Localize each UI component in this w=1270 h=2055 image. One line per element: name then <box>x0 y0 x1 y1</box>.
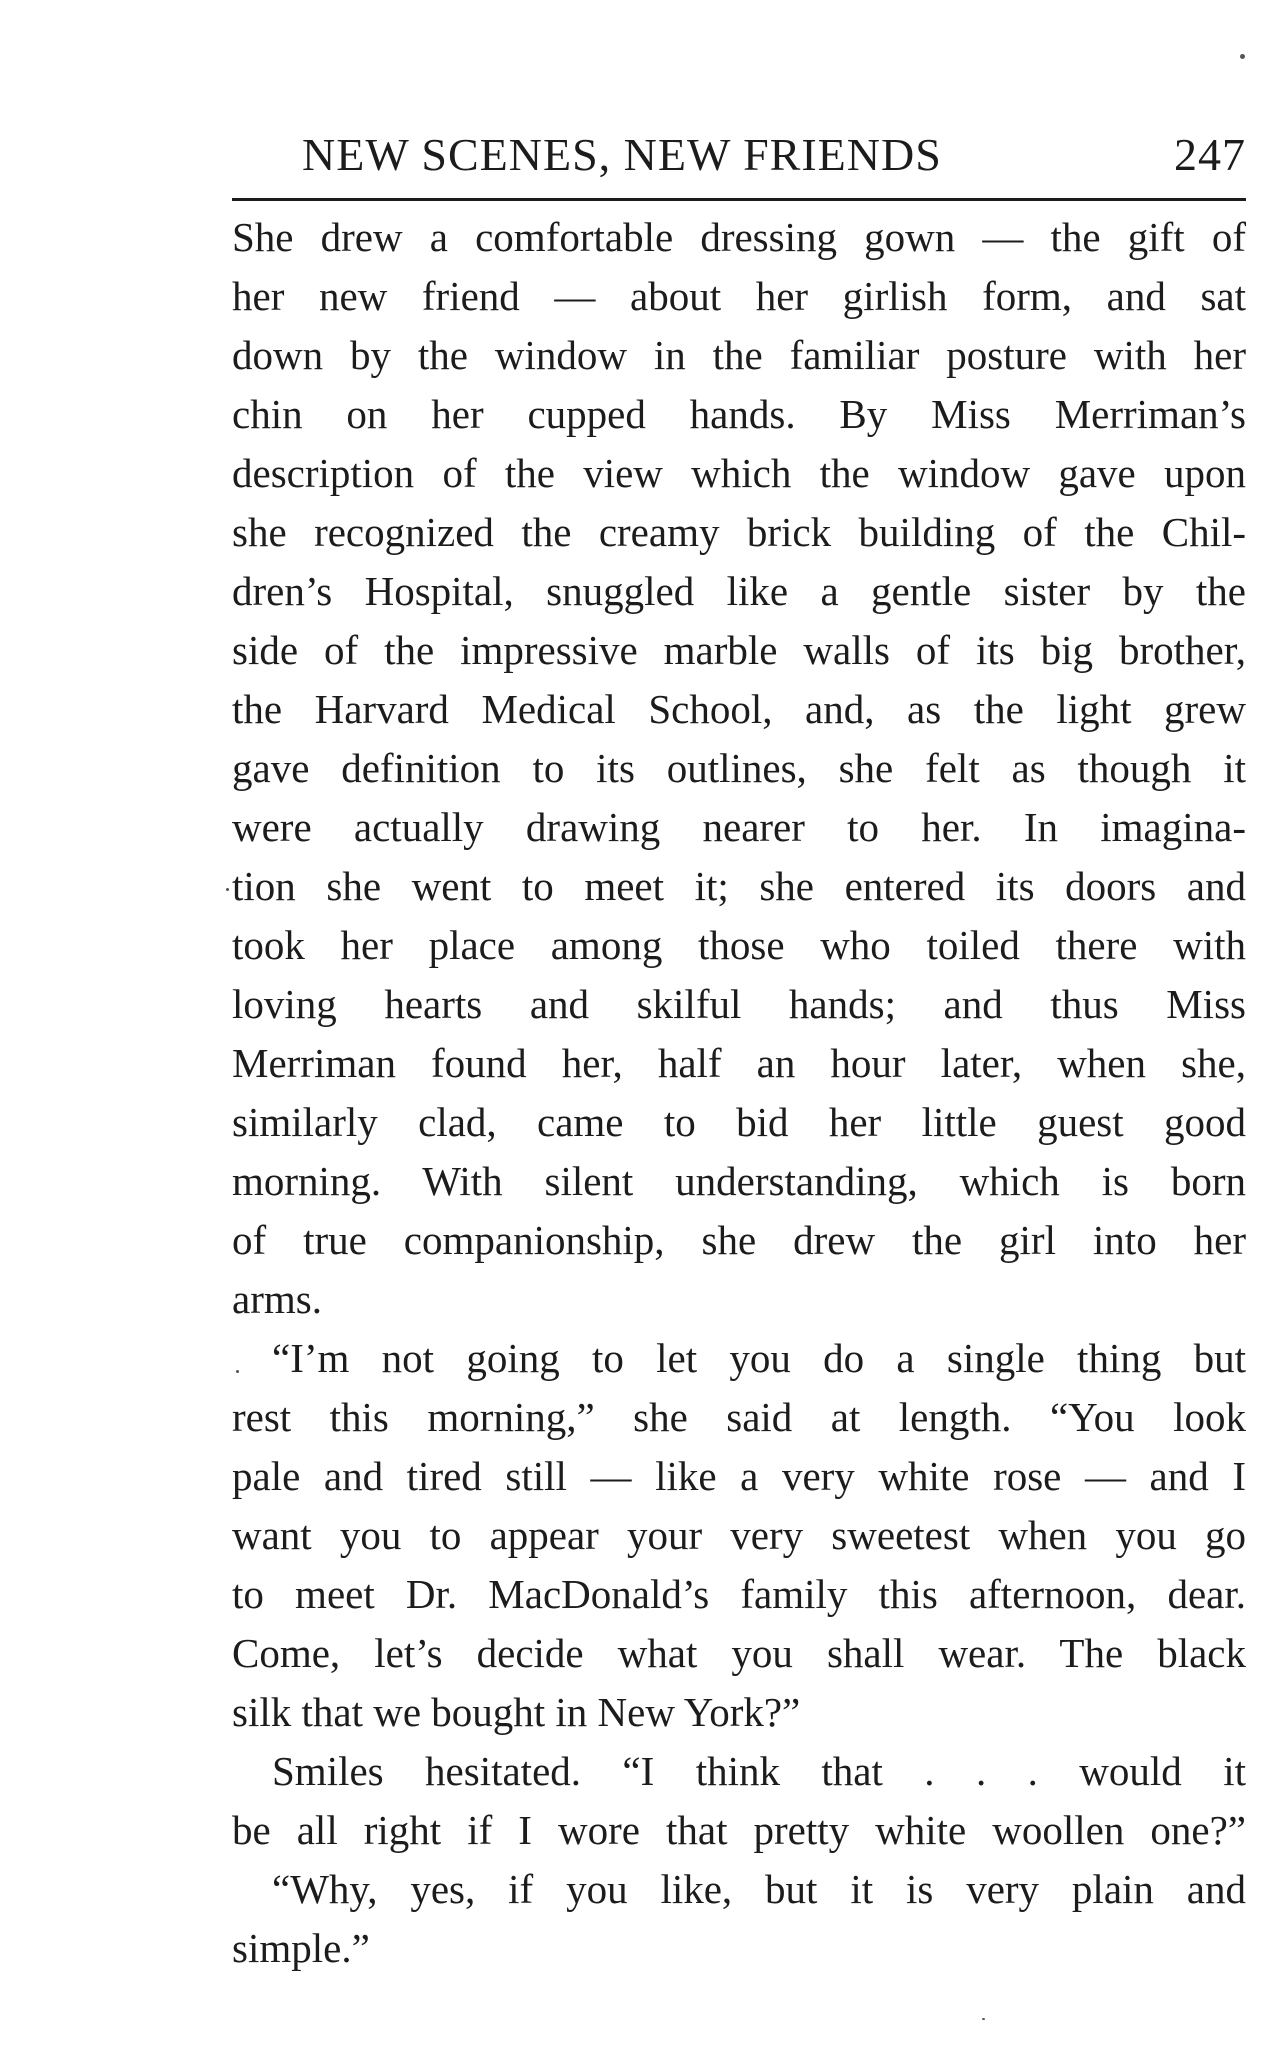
text-line: rest this morning,” she said at length. “You look <box>232 1394 1246 1440</box>
running-head <box>232 124 1246 188</box>
text-line: description of the view which the window gave upon <box>232 450 1246 496</box>
text-line: “I’m not going to let you do a single thing but <box>272 1335 1246 1381</box>
text-line: were actually drawing nearer to her. In imagina- <box>232 804 1246 850</box>
scan-speck <box>236 1370 239 1373</box>
text-line: pale and tired still — like a very white rose — and I <box>232 1453 1246 1499</box>
text-line: dren’s Hospital, snuggled like a gentle sister by the <box>232 568 1246 614</box>
text-line: want you to appear your very sweetest when you go <box>232 1512 1246 1558</box>
text-line: Merriman found her, half an hour later, when she, <box>232 1040 1246 1086</box>
text-line: arms. <box>232 1276 322 1322</box>
text-line: side of the impressive marble walls of its big brother, <box>232 627 1246 673</box>
text-line: “Why, yes, if you like, but it is very plain and <box>272 1866 1246 1912</box>
text-line: of true companionship, she drew the girl into her <box>232 1217 1246 1263</box>
header-rule <box>232 198 1246 201</box>
scan-speck <box>1240 54 1245 59</box>
text-line: loving hearts and skilful hands; and thus Miss <box>232 981 1246 1027</box>
text-line: she recognized the creamy brick building of the Chil- <box>232 509 1246 555</box>
page-number: 247 <box>1174 129 1246 180</box>
text-line: tion she went to meet it; she entered its doors and <box>232 863 1246 909</box>
scan-speck <box>226 888 229 891</box>
text-line: gave definition to its outlines, she felt as though it <box>232 745 1246 791</box>
text-line: took her place among those who toiled there with <box>232 922 1246 968</box>
text-line: down by the window in the familiar posture with her <box>232 332 1246 378</box>
scan-speck <box>982 2018 985 2020</box>
text-line: similarly clad, came to bid her little guest good <box>232 1099 1246 1145</box>
text-line: She drew a comfortable dressing gown — the gift of <box>232 214 1246 260</box>
body-text <box>232 208 1246 1978</box>
text-line: her new friend — about her girlish form, and sat <box>232 273 1246 319</box>
text-line: morning. With silent understanding, which is born <box>232 1158 1246 1204</box>
text-line: to meet Dr. MacDonald’s family this afternoon, dear. <box>232 1571 1246 1617</box>
text-line: chin on her cupped hands. By Miss Merriman’s <box>232 391 1246 437</box>
text-line: silk that we bought in New York?” <box>232 1689 801 1735</box>
text-line: simple.” <box>232 1925 370 1971</box>
text-line: the Harvard Medical School, and, as the light grew <box>232 686 1246 732</box>
text-line: be all right if I wore that pretty white woollen one?” <box>232 1807 1246 1853</box>
text-line: Smiles hesitated. “I think that . . . would it <box>272 1748 1246 1794</box>
text-line: Come, let’s decide what you shall wear. The black <box>232 1630 1246 1676</box>
chapter-title: NEW SCENES, NEW FRIENDS <box>302 129 942 180</box>
